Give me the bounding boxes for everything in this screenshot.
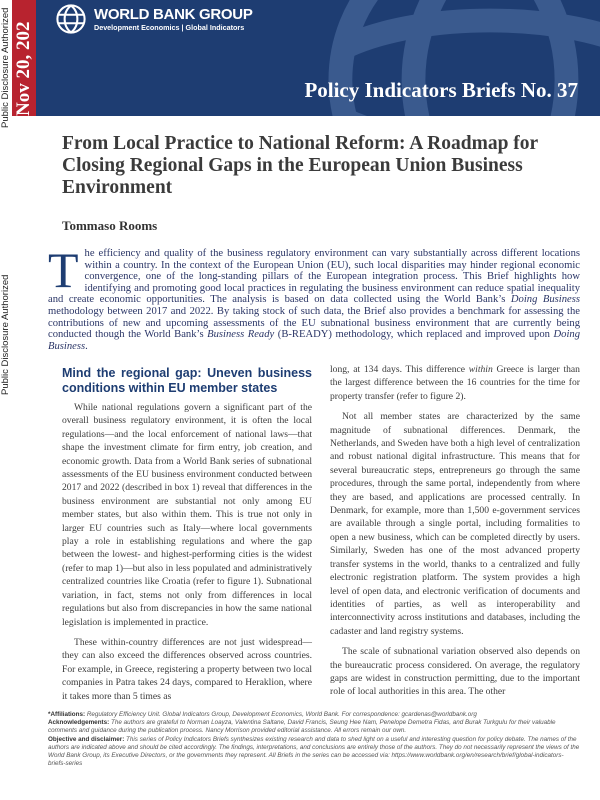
paragraph: Not all member states are characterized by the same magnitude of subnational differences. Denmark, the Netherlands, and Sweden have both a high level of centralization and robust national digital infrastructure. This means that for several bureaucratic steps, entrepreneurs go through the same procedures, through the same portal, independently from where they are based, and applications are processed centrally. In Denmark, for example, more than 1,500 e-government services are available through a single portal, including formalities to open a new business, which can be completed directly by users. Similarly, Sweden has one of the most advanced property transfer systems in the world, thanks to a centralized and fully electronic registration platform. The system provides a high level of open data, and electronic verification of documents and identities of parties, as well as interoperability and interconnectivity across institutions and databases, including the cadaster and land registry systems. xyxy=(330,411,580,637)
affiliations-note xyxy=(48,711,580,719)
intro-text: methodology between 2017 and 2022. By taking stock of such data, the Brief also provides a benchmark for assessing the contributions of new and upcoming assessments of the EU subnational business environment that are currently being conducted though the World Bank’s xyxy=(48,305,580,341)
org-unit: Development Economics | Global Indicators xyxy=(94,22,245,32)
label: Acknowledgements: xyxy=(48,719,110,727)
paragraph: While national regulations govern a significant part of the overall business regulatory environment, it is often the local regulations—and the local enforcement of national laws—that shape the investment climate for firm entry, job creation, and economic growth. Data from a World Bank series of subnational assessments of the EU business environment conducted between 2017 and 2022 (described in box 1) reveal that differences in the business environment are substantial not only among EU member states, but also within them. This is true not only in larger EU countries such as Italy—where local governments play a role in establishing regulations and where the gap between the lowest- and highest-performing cities is the widest (refer to map 1)—but also in less populated and administratively centralized countries like Croatia (refer to figure 1). Subnational variation, in fact, stems not only from differences in local regulations but also from discrepancies in how the same national legislation is implemented in practice. xyxy=(62,402,312,628)
org-name: WORLD BANK GROUP xyxy=(94,5,253,23)
paragraph xyxy=(330,363,580,403)
intro-text: (B-READY) methodology, which replaced and improved upon xyxy=(274,329,554,341)
series-title: Policy Indicators Briefs No. 37 xyxy=(304,78,578,102)
disclaimer-note xyxy=(48,736,580,769)
right-column xyxy=(330,363,580,706)
text: Greece is larger than the largest difference between the 16 countries for the time for property transfer (refer to figure 2). xyxy=(330,364,580,402)
globe-logo-icon xyxy=(54,2,88,36)
text: long, at 134 days. This difference xyxy=(330,364,469,375)
intro-text: he efficiency and quality of the business regulatory environment can vary substantially across different locations within a country. In the context of the European Union (EU), such local disparities may hinder regional economic convergence, one of the long-standing pillars of the European integration process. This Brief highlights how identifying and promoting good local practices in regulating the business environment can reduce spatial inequality and create economic opportunities. The analysis is based on data collected using the World Bank’s xyxy=(48,248,580,306)
label: *Affiliations: xyxy=(48,711,86,718)
left-column xyxy=(62,366,312,710)
intro-italic: Business Ready xyxy=(207,329,275,341)
date-label: Nov 20, 202 xyxy=(13,21,34,116)
document-title: From Local Practice to National Reform: A Roadmap for Closing Regional Gaps in the European Union Business Environment xyxy=(62,133,538,198)
acknowledgements-note xyxy=(48,719,580,735)
world-bank-logo xyxy=(54,2,253,36)
footnotes xyxy=(48,711,580,768)
disclosure-stamp: Public Disclosure Authorized xyxy=(0,7,11,128)
intro-text: . xyxy=(85,340,88,352)
header-banner xyxy=(36,0,600,116)
intro-abstract xyxy=(48,242,580,352)
date-strip xyxy=(12,0,36,116)
text: Regulatory Efficiency Unit. Global Indicators Group, Development Economics, World Bank. For correspondence: gcardenas@worldbank.org xyxy=(85,711,477,718)
paragraph: These within-country differences are not just widespread—they can also exceed the differences observed across countries. For example, in Greece, registering a property between two local companies in Patra takes 24 days, compared to Heraklion, where it takes more than 5 times as xyxy=(62,636,312,702)
italic-text: within xyxy=(468,364,493,375)
intro-italic: Doing Business xyxy=(48,329,580,352)
intro-italic: Doing Business xyxy=(510,294,580,306)
author-name: Tommaso Rooms xyxy=(62,218,158,233)
label: Objective and disclaimer: xyxy=(48,735,125,743)
text: The authors are grateful to Norman Loayza, Valentina Saltane, David Francis, Seung Hee Nam, Penelope Demetra Fidas, and Burak Turkgulu for their valuable comments and guidance during the publication process. Nancy Morrison provided editorial assistance. All errors remain our own. xyxy=(48,719,556,735)
text: This series of Policy Indicators Briefs synthesizes existing research and data to shed light on a useful and interesting question for policy debate. The names of the authors are indicated above and should be cited accordingly. The findings, interpretations, and conclusions are entirely those of the authors. They do not necessarily represent the views of the World Bank Group, its Executive Directors, or the governments they represent. All Briefs in the series can be accessed via: https://www.worldbank.org/en/research/brief/global-indicators-briefs-series xyxy=(48,735,580,768)
paragraph: The scale of subnational variation observed also depends on the bureaucratic process considered. On average, the regulatory gaps are widest in construction permitting, due to the important role of local authorities in this area. The other xyxy=(330,646,580,698)
section-heading: Mind the regional gap: Uneven business conditions within EU member states xyxy=(62,366,312,395)
disclosure-stamp: Public Disclosure Authorized xyxy=(0,274,11,396)
drop-cap: T xyxy=(48,242,79,298)
